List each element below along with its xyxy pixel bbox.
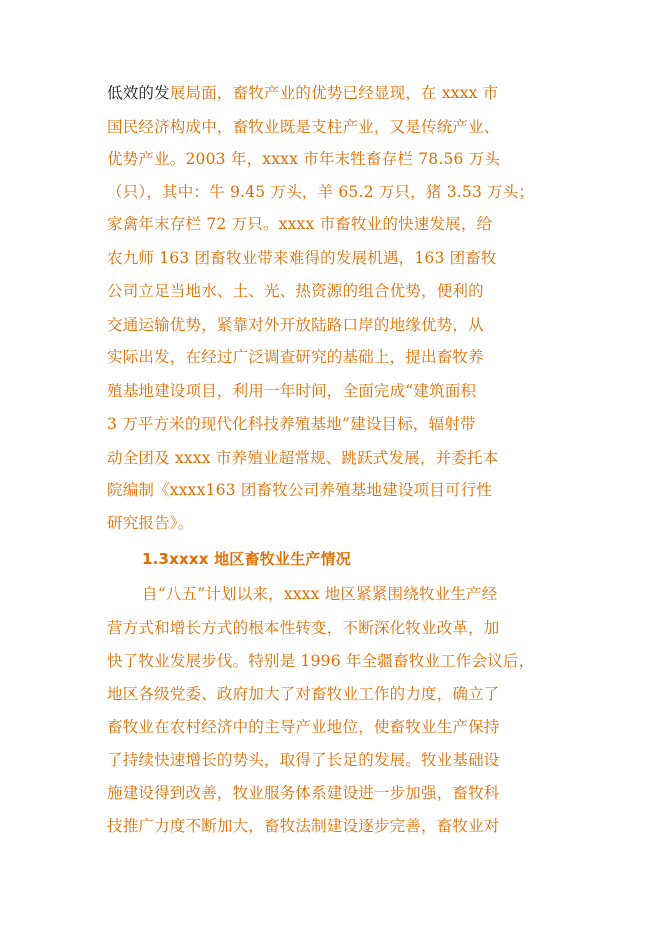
paragraph-1-line-5: 家禽年末存栏 72 万只。xxxx 市畜牧业的快速发展，给 (107, 215, 493, 233)
paragraph-2-line-8: 技推广力度不断加大，畜牧法制建设逐步完善，畜牧业对 (107, 817, 500, 835)
paragraph-2-line-3: 快了牧业发展步伐。特别是 1996 年全疆畜牧业工作会议后， (107, 652, 535, 670)
paragraph-1-line-13: 院编制《xxxx163 团畜牧公司养殖基地建设项目可行性 (107, 481, 493, 499)
paragraph-1-line-14: 研究报告》。 (107, 514, 194, 532)
paragraph-1-line-10: 殖基地建设项目，利用一年时间，全面完成“建筑面积 (107, 382, 477, 400)
paragraph-1-line-3: 优势产业。2003 年，xxxx 市年末牲畜存栏 78.56 万头 (107, 150, 501, 168)
paragraph-1-line-1-prefix: 低效的发 (107, 84, 170, 102)
paragraph-1-line-9: 实际出发，在经过广泛调查研究的基础上，提出畜牧养 (107, 348, 484, 366)
paragraph-1-line-11: 3 万平方米的现代化科技养殖基地”建设目标，辐射带 (107, 415, 476, 433)
paragraph-1-line-1-rest: 展局面，畜牧产业的优势已经显现，在 xxxx 市 (169, 84, 499, 102)
paragraph-1-line-4: （只），其中：牛 9.45 万头，羊 65.2 万只，猪 3.53 万头； (107, 183, 535, 201)
paragraph-1-line-2: 国民经济构成中，畜牧业既是支柱产业，又是传统产业、 (107, 118, 500, 136)
paragraph-1-line-8: 交通运输优势，紧靠对外开放陆路口岸的地缘优势，从 (107, 316, 484, 334)
paragraph-1-line-12: 动全团及 xxxx 市养殖业超常规、跳跃式发展，并委托本 (107, 449, 499, 467)
paragraph-2-line-5: 畜牧业在农村经济中的主导产业地位，使畜牧业生产保持 (107, 718, 500, 736)
paragraph-1-line-6: 农九师 163 团畜牧业带来难得的发展机遇，163 团畜牧 (107, 249, 497, 267)
paragraph-2-line-7: 施建设得到改善，牧业服务体系建设进一步加强，畜牧科 (107, 784, 500, 802)
paragraph-2-line-6: 了持续快速增长的势头，取得了长足的发展。牧业基础设 (107, 751, 500, 769)
section-heading: 1.3xxxx 地区畜牧业生产情况 (142, 550, 351, 568)
paragraph-1-line-1 (107, 83, 498, 103)
paragraph-2-line-4: 地区各级党委、政府加大了对畜牧业工作的力度，确立了 (107, 685, 500, 703)
paragraph-1-line-7: 公司立足当地水、土、光、热资源的组合优势，便利的 (107, 282, 484, 300)
paragraph-2-line-2: 营方式和增长方式的根本性转变，不断深化牧业改革，加 (107, 619, 500, 637)
paragraph-2-line-1: 自“八五”计划以来，xxxx 地区紧紧围绕牧业生产经 (142, 585, 498, 603)
